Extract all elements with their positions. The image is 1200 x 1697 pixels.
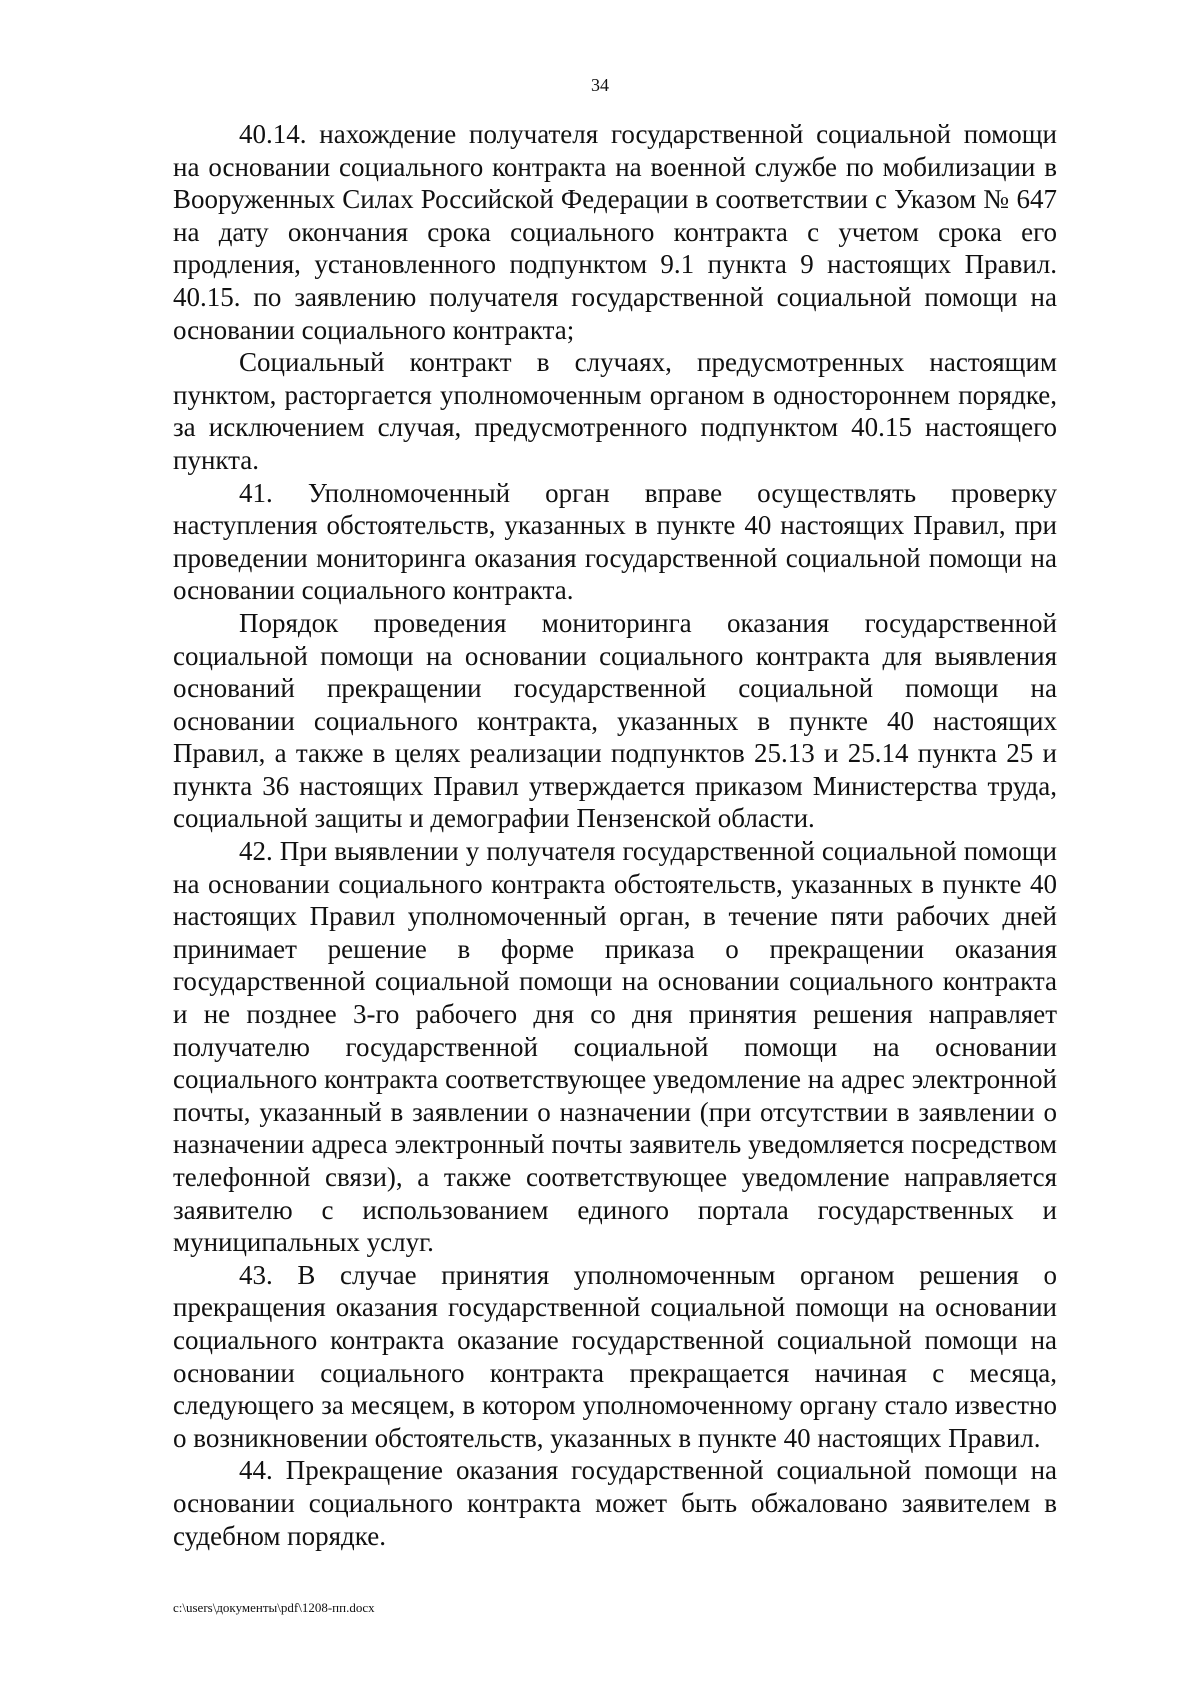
paragraph-termination: Социальный контракт в случаях, предусмотренных настоящим пунктом, расторгается уполномоченным органом в одностороннем порядке, за исключением случая, предусмотренного подпунктом 40.15 настоящего пункта.: [173, 347, 1057, 475]
footer-file-path: c:\users\документы\pdf\1208-пп.docx: [173, 1600, 375, 1615]
paragraph-43: 43. В случае принятия уполномоченным органом решения о прекращения оказания государственной социальной помощи на основании социального контракта оказание государственной социальной помощи на основании социального контракта прекращается начиная с месяца, следующего за месяцем, в котором уполномоченному органу стало известно о возникновении обстоятельств, указанных в пункте 40 настоящих Правил.: [173, 1259, 1057, 1453]
paragraph-44: 44. Прекращение оказания государственной социальной помощи на основании социального контракта может быть обжаловано заявителем в судебном порядке.: [173, 1455, 1057, 1551]
document-body: [173, 118, 1057, 1552]
paragraph-41: 41. Уполномоченный орган вправе осуществлять проверку наступления обстоятельств, указанных в пункте 40 настоящих Правил, при проведении мониторинга оказания государственной социальной помощи на основании социального контракта.: [173, 477, 1057, 606]
page-number: 34: [591, 75, 609, 95]
paragraph-40-14: 40.14. нахождение получателя государственной социальной помощи на основании социального контракта на военной службе по мобилизации в Вооруженных Силах Российской Федерации в соответствии с Указом № 647 на дату окончания срока социального контракта с учетом срока его продления, установленного подпунктом 9.1 пункта 9 настоящих Правил. 40.15. по заявлению получателя государственной социальной помощи на основании социального контракта;: [173, 119, 1057, 345]
paragraph-procedure: Порядок проведения мониторинга оказания государственной социальной помощи на основании социального контракта для выявления оснований прекращении государственной социальной помощи на основании социального контракта, указанных в пункте 40 настоящих Правил, а также в целях реализации подпунктов 25.13 и 25.14 пункта 25 и пункта 36 настоящих Правил утверждается приказом Министерства труда, социальной защиты и демографии Пензенской области.: [173, 607, 1057, 834]
paragraph-42: 42. При выявлении у получателя государственной социальной помощи на основании социального контракта обстоятельств, указанных в пункте 40 настоящих Правил уполномоченный орган, в течение пяти рабочих дней принимает решение в форме приказа о прекращении оказания государственной социальной помощи на основании социального контракта и не позднее 3-го рабочего дня со дня принятия решения направляет получателю государственной социальной помощи на основании социального контракта соответствующее уведомление на адрес электронной почты, указанный в заявлении о назначении (при отсутствии в заявлении о назначении адреса электронный почты заявитель уведомляется посредством телефонной связи), а также соответствующее уведомление направляется заявителю с использованием единого портала государственных и муниципальных услуг.: [173, 836, 1057, 1258]
